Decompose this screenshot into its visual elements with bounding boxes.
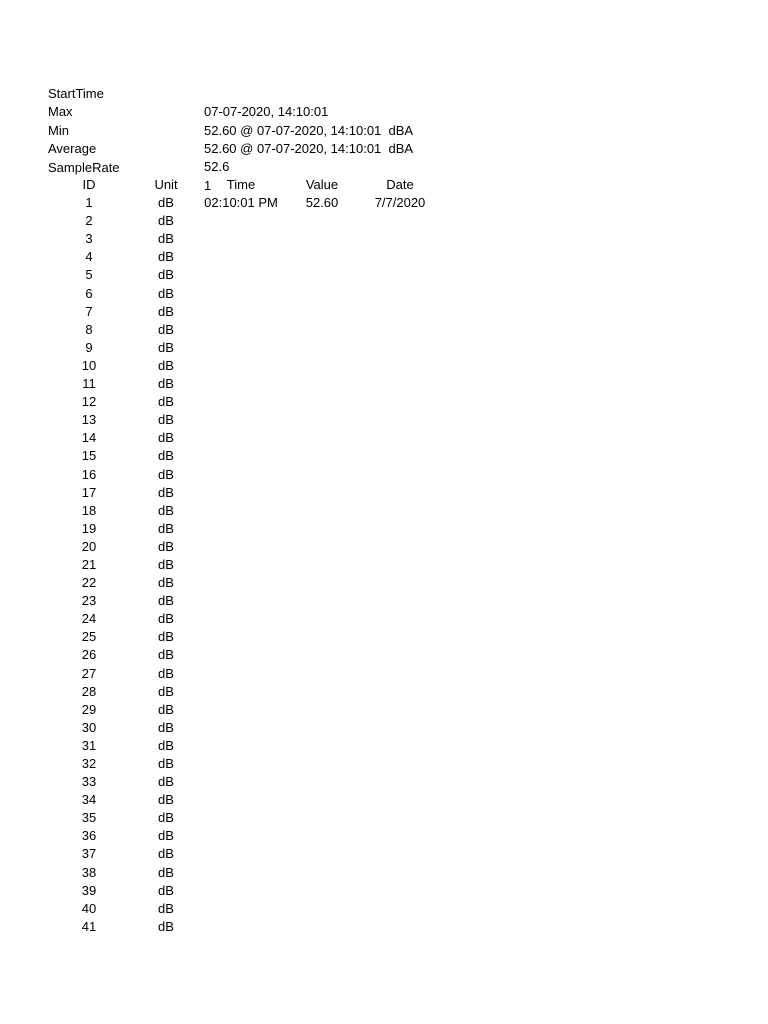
cell-time: 02:10:01 PM bbox=[204, 195, 278, 211]
cell-id: 4 bbox=[85, 249, 93, 265]
cell-unit: dB bbox=[158, 231, 174, 247]
table-row bbox=[0, 538, 768, 556]
cell-unit: dB bbox=[158, 520, 174, 536]
cell-id: 15 bbox=[81, 448, 97, 464]
table-row bbox=[0, 484, 768, 502]
cell-id: 25 bbox=[81, 629, 97, 645]
cell-unit: dB bbox=[158, 756, 174, 771]
table-row bbox=[0, 556, 768, 574]
table-row bbox=[0, 719, 768, 737]
table-row bbox=[0, 755, 768, 773]
cell-id: 30 bbox=[81, 719, 97, 735]
cell-id: 16 bbox=[81, 466, 97, 482]
cell-unit: dB bbox=[158, 846, 174, 862]
cell-unit: dB bbox=[158, 611, 174, 627]
cell-id: 14 bbox=[81, 430, 97, 446]
cell-unit: dB bbox=[158, 665, 174, 681]
table-row bbox=[0, 737, 768, 755]
table-row bbox=[0, 248, 768, 266]
cell-unit: dB bbox=[158, 882, 174, 898]
table-row bbox=[0, 845, 768, 863]
cell-id: 19 bbox=[81, 520, 97, 536]
table-row bbox=[0, 339, 768, 357]
cell-unit: dB bbox=[158, 394, 174, 410]
measurement-table bbox=[0, 176, 768, 936]
cell-unit: dB bbox=[158, 737, 174, 753]
cell-id: 5 bbox=[85, 267, 93, 283]
summary-label: Min bbox=[48, 122, 69, 138]
table-row bbox=[0, 665, 768, 683]
cell-id: 33 bbox=[81, 774, 97, 790]
table-header-row bbox=[0, 176, 768, 194]
cell-id: 24 bbox=[81, 611, 97, 627]
table-row bbox=[0, 321, 768, 339]
column-header-date: Date bbox=[386, 177, 414, 192]
table-row bbox=[0, 701, 768, 719]
cell-id: 17 bbox=[81, 484, 97, 500]
cell-id: 38 bbox=[81, 864, 97, 880]
cell-id: 7 bbox=[85, 303, 93, 319]
summary-value: 07-07-2020, 14:10:01 bbox=[204, 104, 329, 120]
table-row bbox=[0, 393, 768, 411]
column-header-value: Value bbox=[305, 177, 339, 192]
cell-id: 6 bbox=[85, 285, 93, 301]
cell-id: 28 bbox=[81, 683, 97, 699]
cell-unit: dB bbox=[158, 339, 174, 355]
cell-id: 13 bbox=[81, 412, 97, 428]
table-row bbox=[0, 194, 768, 212]
cell-id: 1 bbox=[85, 195, 93, 211]
column-header-time: Time bbox=[226, 177, 256, 192]
table-row bbox=[0, 502, 768, 520]
summary-label: Average bbox=[48, 140, 97, 156]
table-row bbox=[0, 447, 768, 465]
cell-unit: dB bbox=[158, 719, 174, 735]
cell-unit: dB bbox=[158, 900, 174, 916]
column-header-unit: Unit bbox=[154, 177, 178, 192]
cell-id: 35 bbox=[81, 810, 97, 826]
table-row bbox=[0, 230, 768, 248]
table-row bbox=[0, 429, 768, 447]
summary-label: StartTime bbox=[48, 86, 104, 102]
cell-id: 21 bbox=[81, 556, 97, 572]
cell-id: 8 bbox=[85, 321, 93, 337]
cell-id: 41 bbox=[81, 918, 97, 934]
cell-unit: dB bbox=[158, 647, 174, 663]
summary-label: Max bbox=[48, 104, 73, 120]
cell-id: 40 bbox=[81, 900, 97, 916]
cell-id: 18 bbox=[81, 502, 97, 518]
cell-unit: dB bbox=[158, 195, 174, 211]
cell-id: 9 bbox=[85, 339, 93, 355]
cell-id: 23 bbox=[81, 593, 97, 609]
cell-unit: dB bbox=[158, 810, 174, 826]
cell-unit: dB bbox=[158, 484, 174, 500]
cell-id: 29 bbox=[81, 701, 97, 717]
cell-unit: dB bbox=[158, 593, 174, 609]
table-row bbox=[0, 809, 768, 827]
cell-unit: dB bbox=[158, 249, 174, 265]
cell-unit: dB bbox=[158, 448, 174, 464]
cell-unit: dB bbox=[158, 683, 174, 699]
cell-unit: dB bbox=[158, 502, 174, 518]
summary-label: SampleRate bbox=[48, 159, 120, 175]
cell-id: 11 bbox=[82, 376, 96, 392]
summary-value: 52.60 @ 07-07-2020, 14:10:01 dBA bbox=[204, 122, 414, 138]
summary-value: 52.6 bbox=[204, 158, 230, 174]
table-row bbox=[0, 411, 768, 429]
cell-unit: dB bbox=[158, 430, 174, 446]
cell-unit: dB bbox=[158, 303, 174, 319]
cell-unit: dB bbox=[158, 466, 174, 482]
cell-unit: dB bbox=[158, 538, 174, 554]
summary-value: 1 bbox=[204, 177, 212, 193]
cell-id: 27 bbox=[81, 665, 97, 681]
table-row bbox=[0, 285, 768, 303]
cell-id: 12 bbox=[81, 394, 97, 410]
cell-unit: dB bbox=[158, 321, 174, 337]
cell-unit: dB bbox=[158, 357, 174, 373]
cell-id: 26 bbox=[81, 647, 97, 663]
cell-id: 20 bbox=[81, 538, 97, 554]
cell-unit: dB bbox=[158, 629, 174, 645]
table-row bbox=[0, 918, 768, 936]
cell-unit: dB bbox=[158, 918, 174, 934]
cell-unit: dB bbox=[158, 213, 174, 229]
cell-id: 37 bbox=[81, 846, 97, 862]
cell-id: 3 bbox=[85, 231, 93, 247]
table-row bbox=[0, 683, 768, 701]
cell-unit: dB bbox=[158, 376, 174, 392]
cell-value: 52.60 bbox=[305, 195, 339, 211]
cell-unit: dB bbox=[158, 828, 174, 844]
cell-id: 22 bbox=[81, 575, 97, 591]
table-row bbox=[0, 357, 768, 375]
column-header-id: ID bbox=[82, 177, 96, 192]
cell-date: 7/7/2020 bbox=[374, 195, 426, 211]
table-row bbox=[0, 864, 768, 882]
summary-value: 52.60 @ 07-07-2020, 14:10:01 dBA bbox=[204, 140, 414, 156]
cell-id: 2 bbox=[85, 213, 93, 229]
cell-unit: dB bbox=[158, 774, 174, 790]
table-row bbox=[0, 466, 768, 484]
table-row bbox=[0, 882, 768, 900]
cell-unit: dB bbox=[158, 556, 174, 572]
cell-id: 39 bbox=[81, 882, 97, 898]
table-row bbox=[0, 266, 768, 284]
cell-unit: dB bbox=[158, 285, 174, 301]
cell-unit: dB bbox=[158, 864, 174, 880]
cell-unit: dB bbox=[158, 412, 174, 428]
table-row bbox=[0, 212, 768, 230]
cell-id: 36 bbox=[81, 828, 97, 844]
table-row bbox=[0, 900, 768, 918]
table-row bbox=[0, 791, 768, 809]
cell-id: 31 bbox=[81, 737, 97, 753]
cell-id: 32 bbox=[81, 756, 97, 771]
cell-unit: dB bbox=[158, 701, 174, 717]
cell-id: 10 bbox=[81, 357, 97, 373]
table-row bbox=[0, 303, 768, 321]
table-body bbox=[0, 194, 768, 936]
table-row bbox=[0, 773, 768, 791]
cell-unit: dB bbox=[158, 575, 174, 591]
cell-id: 34 bbox=[81, 792, 97, 808]
cell-unit: dB bbox=[158, 792, 174, 808]
table-row bbox=[0, 592, 768, 610]
table-row bbox=[0, 375, 768, 393]
table-row bbox=[0, 646, 768, 664]
table-row bbox=[0, 574, 768, 592]
table-row bbox=[0, 628, 768, 646]
table-row bbox=[0, 520, 768, 538]
table-row bbox=[0, 827, 768, 845]
table-row bbox=[0, 610, 768, 628]
cell-unit: dB bbox=[158, 267, 174, 283]
